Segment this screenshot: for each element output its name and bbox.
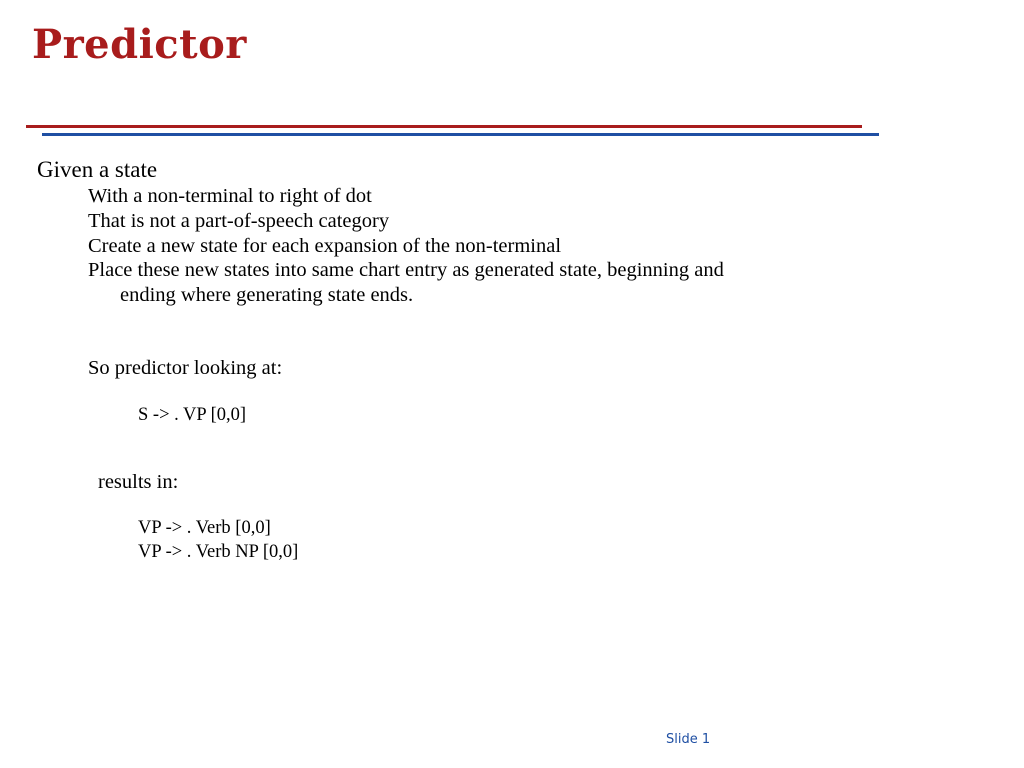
bullet-given-a-state: Given a state: [37, 157, 158, 182]
example-intro: So predictor looking at:: [88, 357, 283, 379]
bullet-place-new-states: Place these new states into same chart entry as generated state, beginning and: [88, 259, 724, 281]
example-results-label: results in:: [98, 471, 179, 493]
slide-title: Predictor: [32, 21, 247, 68]
bullet-non-terminal-right-of-dot: With a non-terminal to right of dot: [88, 185, 372, 207]
title-underline-red: [26, 125, 862, 128]
slide-number: Slide 1: [666, 732, 711, 747]
bullet-place-new-states-continued: ending where generating state ends.: [120, 284, 414, 306]
example-output-state-2: VP -> . Verb NP [0,0]: [138, 542, 299, 562]
example-output-state-1: VP -> . Verb [0,0]: [138, 518, 271, 538]
title-underline-blue: [42, 133, 879, 136]
example-input-state: S -> . VP [0,0]: [138, 405, 247, 425]
bullet-create-new-state: Create a new state for each expansion of the non-terminal: [88, 235, 562, 257]
bullet-not-part-of-speech: That is not a part-of-speech category: [88, 210, 390, 232]
